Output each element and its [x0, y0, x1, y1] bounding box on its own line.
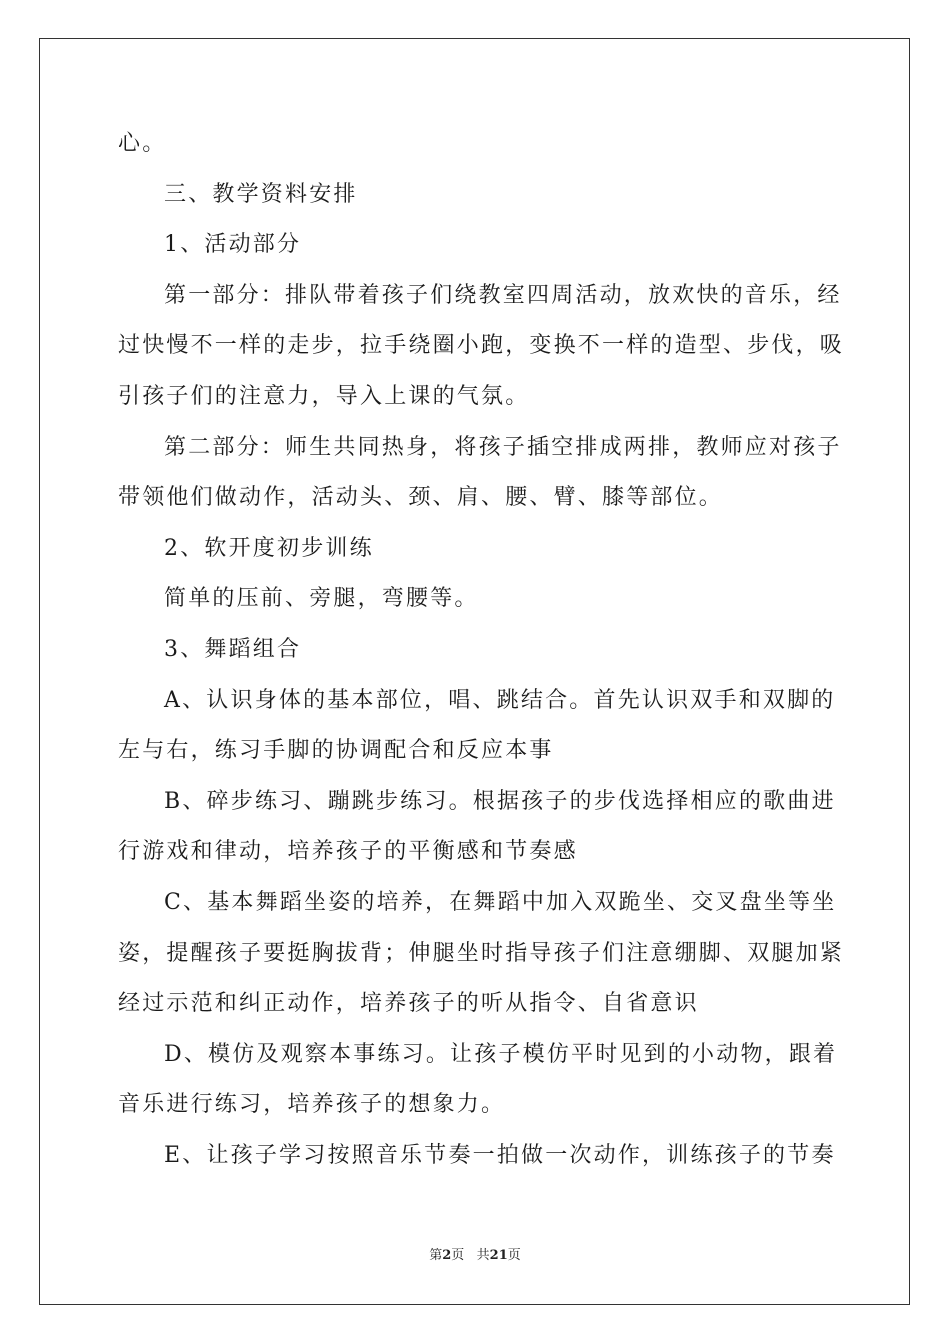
paragraph-line: A、认识身体的基本部位，唱、跳结合。首先认识双手和双脚的 [164, 688, 836, 713]
paragraph-line: 第一部分：排队带着孩子们绕教室四周活动，放欢快的音乐，经 [164, 283, 842, 308]
paragraph-line: 行游戏和律动，培养孩子的平衡感和节奏感 [118, 839, 578, 864]
footer-prefix: 第 [429, 1248, 443, 1263]
paragraph-line: 带领他们做动作，活动头、颈、肩、腰、臂、膝等部位。 [118, 485, 724, 510]
paragraph-line: B、碎步练习、蹦跳步练习。根据孩子的步伐选择相应的歌曲进 [164, 789, 836, 814]
paragraph-line: 引孩子们的注意力，导入上课的气氛。 [118, 384, 530, 409]
paragraph-line: E、让孩子学习按照音乐节奏一拍做一次动作，训练孩子的节奏 [164, 1143, 836, 1168]
paragraph-line: 第二部分：师生共同热身，将孩子插空排成两排，教师应对孩子 [164, 435, 842, 460]
subsection-heading: 1、活动部分 [164, 232, 302, 257]
page-footer [0, 1244, 950, 1263]
paragraph-line: 简单的压前、旁腿，弯腰等。 [164, 586, 479, 611]
total-pages-number: 21 [489, 1248, 508, 1263]
text-line: 心。 [118, 131, 167, 156]
current-page-number: 2 [442, 1248, 452, 1263]
paragraph-line: D、模仿及观察本事练习。让孩子模仿平时见到的小动物，跟着 [164, 1042, 838, 1067]
paragraph-line: 音乐进行练习，培养孩子的想象力。 [118, 1092, 506, 1117]
footer-suffix: 页 [507, 1248, 521, 1263]
paragraph-line: C、基本舞蹈坐姿的培养，在舞蹈中加入双跪坐、交叉盘坐等坐 [164, 890, 837, 915]
paragraph-line: 过快慢不一样的走步，拉手绕圈小跑，变换不一样的造型、步伐，吸 [118, 333, 845, 358]
footer-mid: 页 共 [451, 1248, 490, 1263]
subsection-heading: 2、软开度初步训练 [164, 536, 374, 561]
section-heading: 三、教学资料安排 [164, 182, 358, 207]
paragraph-line: 左与右，练习手脚的协调配合和反应本事 [118, 738, 554, 763]
paragraph-line: 经过示范和纠正动作，培养孩子的听从指令、自省意识 [118, 991, 699, 1016]
paragraph-line: 姿，提醒孩子要挺胸拔背；伸腿坐时指导孩子们注意绷脚、双腿加紧 [118, 941, 845, 966]
subsection-heading: 3、舞蹈组合 [164, 637, 302, 662]
